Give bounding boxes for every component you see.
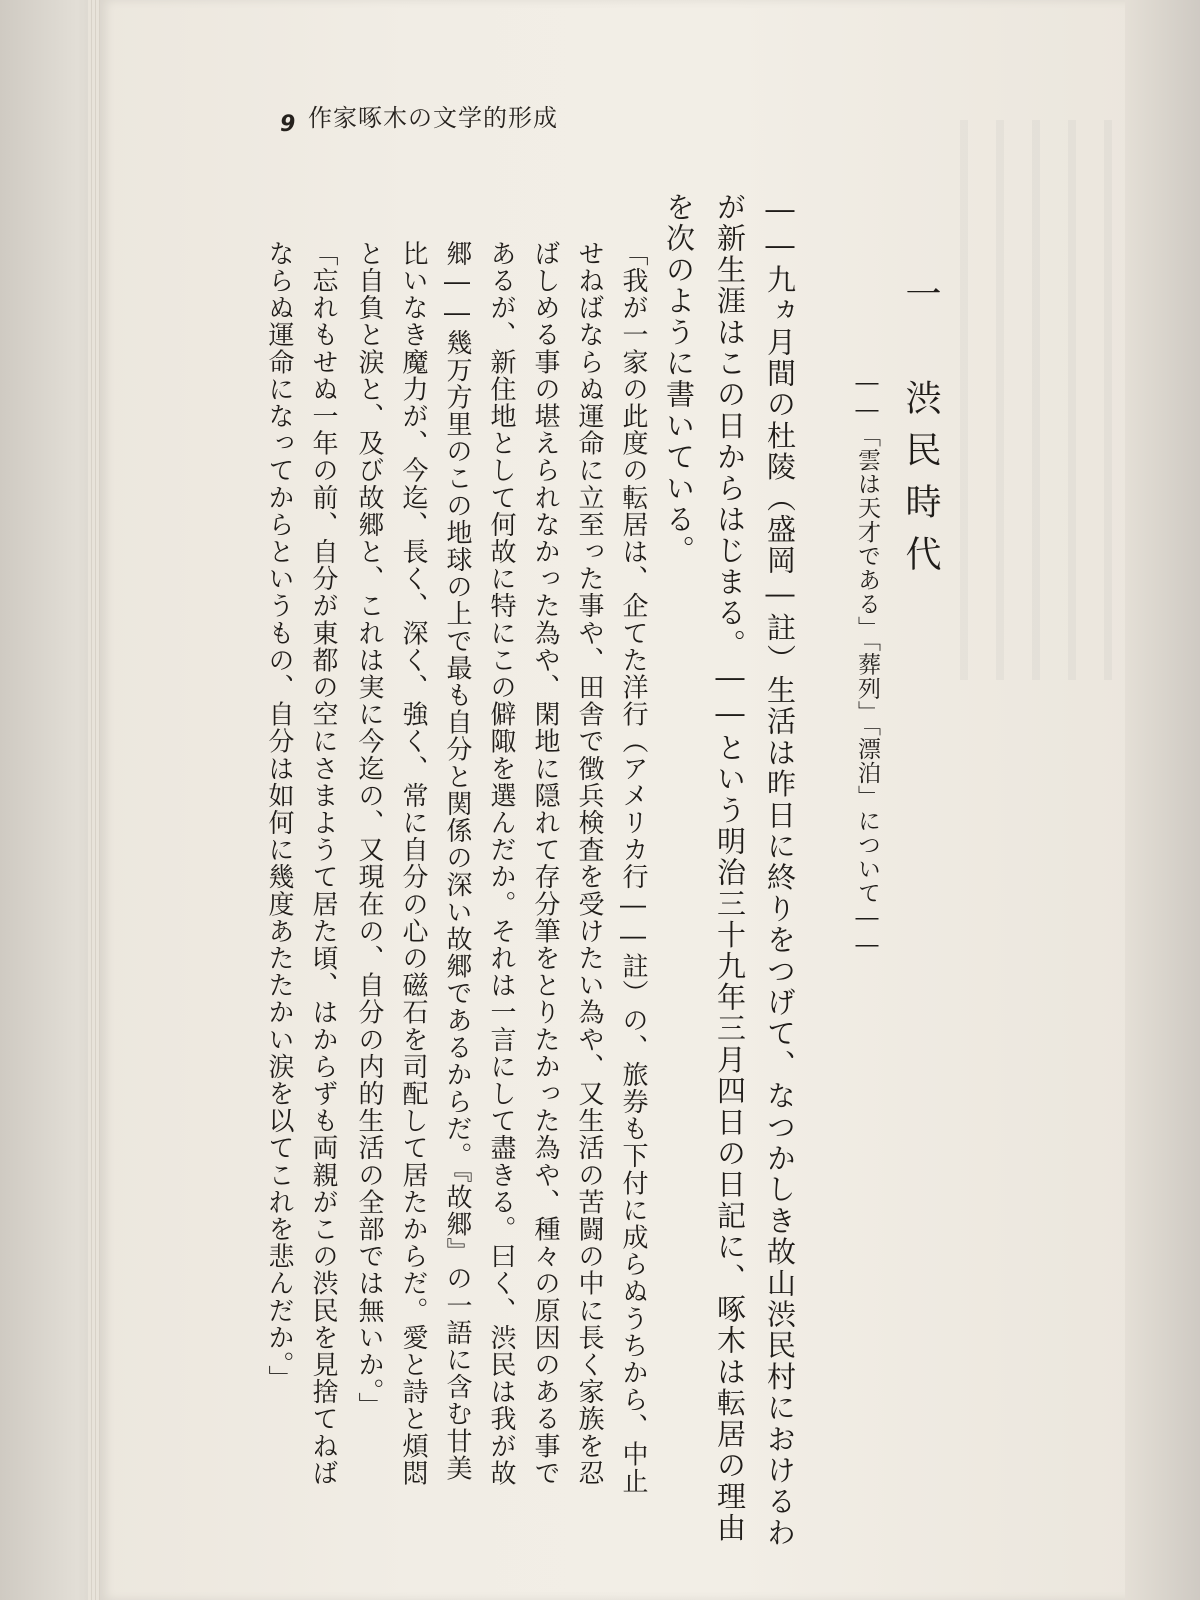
- page-number: 9: [280, 112, 296, 137]
- quote-column: 比いなき魔力が、今迄、長く、深く、強く、常に自分の心の磁石を司配して居たからだ。愛と詩と煩悶: [398, 240, 428, 1487]
- body-column: ――九ヵ月間の杜陵（盛岡―註）生活は昨日に終りをつげて、なつかしき故山渋民村におけるわ: [763, 192, 797, 1549]
- quote-column: ばしめる事の堪えられなかった為や、閑地に隠れて存分筆をとりたかった為や、種々の原因のある事で: [530, 240, 560, 1487]
- running-header: [280, 100, 580, 150]
- quote-column: 「忘れもせぬ一年の前、自分が東都の空にさまようて居た頃、はからずも両親がこの渋民を見捨てねば: [308, 240, 338, 1487]
- show-through-text: [960, 120, 1130, 680]
- quote-column: あるが、新住地として何故に特にこの僻陬を選んだか。それは一言にして盡きる。曰く、渋民は我が故: [486, 240, 516, 1487]
- section-heading: 一 渋民時代: [900, 275, 941, 587]
- background-right: [1125, 0, 1200, 1600]
- quote-column: 「我が一家の此度の転居は、企てた洋行（アメリカ行――註）の、旅券も下付に成らぬうちから、中止: [618, 240, 648, 1495]
- body-column: が新生涯はこの日からはじまる。――という明治三十九年三月四日の日記に、啄木は転居の理由: [713, 192, 747, 1544]
- quote-column: ならぬ運命になってからというもの、自分は如何に幾度あたたかい涙を以てこれを悲んだか。」: [264, 240, 294, 1393]
- quote-column: せねばならぬ運命に立至った事や、田舎で徴兵検査を受けたい為や、又生活の苦闘の中に長く家族を忍: [574, 240, 604, 1487]
- body-column: を次のように書いている。: [662, 192, 696, 567]
- section-subtitle: ――「雲は天才である」「葬列」「漂泊」について――: [854, 370, 880, 959]
- running-title: 作家啄木の文学的形成: [308, 104, 558, 132]
- quote-column: と自負と涙と、及び故郷と、これは実に今迄の、又現在の、自分の内的生活の全部では無いか。」: [354, 240, 384, 1420]
- quote-column: 郷――幾万方里のこの地球の上で最も自分と関係の深い故郷であるからだ。『故郷』の一語に含む甘美: [442, 240, 472, 1482]
